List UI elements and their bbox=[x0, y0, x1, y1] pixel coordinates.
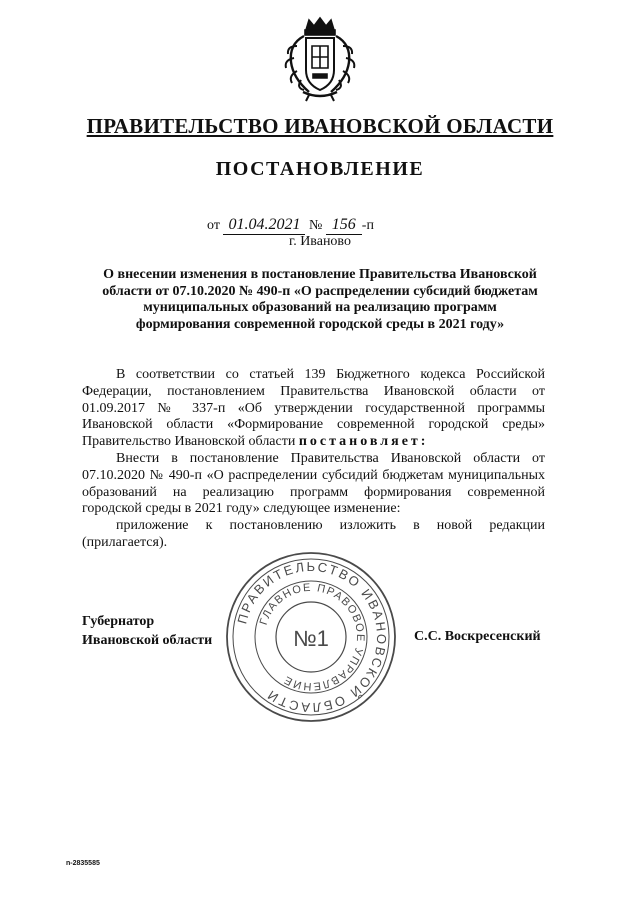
signatory-title bbox=[82, 612, 212, 650]
stamp-outer-text: ПРАВИТЕЛЬСТВО ИВАНОВСКОЙ ОБЛАСТИ bbox=[234, 558, 390, 716]
city: г. Иваново bbox=[289, 234, 351, 249]
signatory-title-line1: Губернатор bbox=[82, 614, 155, 629]
document-type: ПОСТАНОВЛЕНИЕ bbox=[215, 158, 425, 180]
document-code: n-2835585 bbox=[66, 860, 100, 867]
document-subject: О внесении изменения в постановление Правительства Ивановской области от 07.10.2020 № 490-п «О распределении субсидий бюджетам муниципальных образований на реализацию программ формирования современной городской среды в 2021 году» bbox=[102, 267, 538, 332]
number-suffix: -п bbox=[361, 218, 374, 233]
resolution-word: постановляет: bbox=[298, 434, 429, 450]
registration-line bbox=[207, 216, 374, 235]
paragraph-1 bbox=[82, 367, 545, 451]
signatory-name: С.С. Воскресенский bbox=[414, 629, 541, 644]
government-title: ПРАВИТЕЛЬСТВО ИВАНОВСКОЙ ОБЛАСТИ bbox=[86, 114, 554, 138]
official-stamp bbox=[222, 548, 400, 726]
signatory-title-line2: Ивановской области bbox=[82, 633, 213, 648]
stamp-number: №1 bbox=[293, 626, 329, 651]
document-date: 01.04.2021 bbox=[228, 216, 301, 233]
paragraph-1-text: В соответствии со статьей 139 Бюджетного кодекса Российской Федерации, постановлением Правительства Ивановской области от 01.09.2017 № 337-п «Об утверждении государственной программы Ивановской области «Формирование современной городской среды» Правительство Ивановской области bbox=[82, 367, 545, 450]
stamp-inner-text: ГЛАВНОЕ ПРАВОВОЕ УПРАВЛЕНИЕ bbox=[257, 581, 367, 693]
ivanovo-coat-of-arms-icon bbox=[279, 16, 361, 102]
number-field bbox=[326, 216, 362, 235]
number-label: № bbox=[308, 218, 323, 233]
document-body bbox=[82, 367, 545, 552]
date-prefix: от bbox=[207, 218, 220, 233]
date-field bbox=[223, 216, 305, 235]
paragraph-3: приложение к постановлению изложить в новой редакции (прилагается). bbox=[82, 518, 545, 550]
paragraph-2: Внести в постановление Правительства Ивановской области от 07.10.2020 № 490-п «О распределении субсидий бюджетам муниципальных образований на реализацию программ формирования современной городской среды в 2021 году» следующее изменение: bbox=[82, 450, 545, 517]
document-number: 156 bbox=[331, 216, 356, 233]
